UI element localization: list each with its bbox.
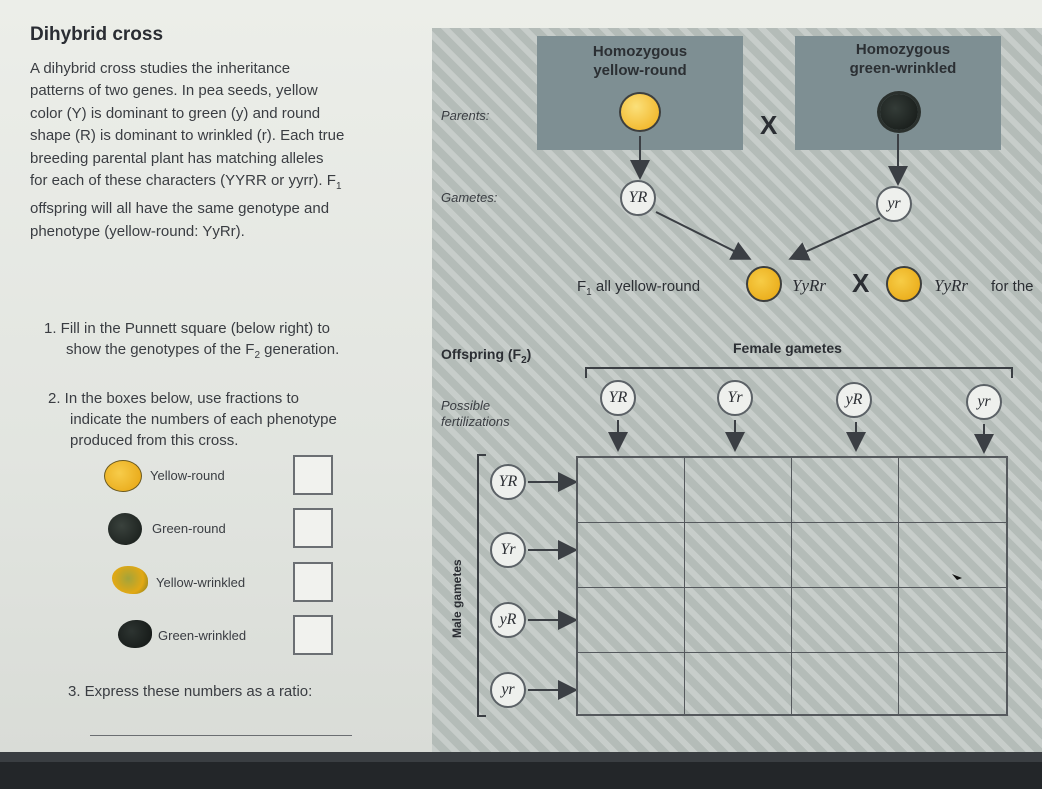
punnett-cell[interactable] <box>792 588 899 653</box>
punnett-cell[interactable] <box>792 523 899 588</box>
intro-line: shape (R) is dominant to wrinkled (r). Each true <box>30 127 345 145</box>
female-gamete-circle: yR <box>836 382 872 418</box>
male-gametes-label: Male gametes <box>450 559 464 638</box>
punnett-cell[interactable] <box>685 653 792 714</box>
gamete-yr-recessive-circle: yr <box>876 186 912 222</box>
punnett-cell[interactable] <box>685 523 792 588</box>
question-2-line: indicate the numbers of each phenotype <box>70 411 337 428</box>
punnett-cell[interactable] <box>792 458 899 523</box>
possible-label: Possible <box>441 398 491 413</box>
fertilizations-label: fertilizations <box>441 414 510 429</box>
f1-right-genotype: YyRr <box>934 276 968 295</box>
offspring-subscript: 2 <box>521 354 527 366</box>
f1-text: F <box>577 278 587 295</box>
offspring-text: ) <box>526 346 532 362</box>
intro-line: phenotype (yellow-round: YyRr). <box>30 222 245 240</box>
question-2-line: produced from this cross. <box>70 432 239 449</box>
page-title: Dihybrid cross <box>30 24 164 45</box>
female-gametes-bracket <box>586 368 1012 378</box>
f1-trailing-text: for the <box>991 278 1034 295</box>
parent-right-title: Homozygous <box>855 41 951 58</box>
punnett-cell[interactable] <box>899 458 1006 523</box>
intro-text: for each of these characters (YYRR or yyrr). F <box>30 172 336 190</box>
intro-subscript: 1 <box>335 181 342 193</box>
male-gametes-bracket <box>478 455 486 716</box>
parents-cross-symbol: X <box>760 110 778 140</box>
f1-cross-symbol: X <box>852 268 870 298</box>
female-gametes-label: Female gametes <box>733 340 842 356</box>
phenotype-label: Green-round <box>152 521 226 536</box>
parents-label: Parents: <box>441 108 490 123</box>
intro-line: color (Y) is dominant to green (y) and round <box>30 104 321 122</box>
punnett-cell[interactable] <box>685 588 792 653</box>
question-text: generation. <box>260 341 340 358</box>
question-3: 3. Express these numbers as a ratio: <box>68 683 313 700</box>
punnett-cell[interactable] <box>578 458 685 523</box>
male-gamete-circle: yr <box>490 672 526 708</box>
punnett-cell[interactable] <box>578 588 685 653</box>
punnett-cell[interactable] <box>899 653 1006 714</box>
f1-subscript: 1 <box>586 287 592 298</box>
punnett-cell[interactable] <box>685 458 792 523</box>
parent-right-subtitle: green-wrinkled <box>849 60 957 77</box>
phenotype-label: Green-wrinkled <box>158 628 247 643</box>
intro-line: A dihybrid cross studies the inheritance <box>30 60 291 77</box>
male-gamete-circle: yR <box>490 602 526 638</box>
f1-left-genotype: YyRr <box>792 276 826 295</box>
punnett-cell[interactable] <box>792 653 899 714</box>
intro-line: patterns of two genes. In pea seeds, yellow <box>30 82 318 100</box>
intro-line: breeding parental plant has matching alleles <box>30 149 324 167</box>
screen-bottom-strip <box>0 752 1042 762</box>
question-1-line: 1. Fill in the Punnett square (below right) to <box>44 320 330 337</box>
f1-text: all yellow-round <box>591 278 701 295</box>
female-gamete-circle: yr <box>966 384 1002 420</box>
intro-line: offspring will all have the same genotype and <box>30 200 330 218</box>
gametes-label: Gametes: <box>441 190 498 205</box>
punnett-cell[interactable] <box>899 588 1006 653</box>
female-gamete-circle: Yr <box>717 380 753 416</box>
female-gamete-circle: YR <box>600 380 636 416</box>
question-text: show the genotypes of the F <box>66 341 255 358</box>
offspring-text: Offspring (F <box>441 346 522 362</box>
gamete-right-arrow <box>792 218 880 258</box>
question-subscript: 2 <box>254 350 261 361</box>
phenotype-label: Yellow-wrinkled <box>156 575 246 590</box>
gamete-left-arrow <box>656 212 748 258</box>
male-gamete-circle: YR <box>490 464 526 500</box>
question-2-line: 2. In the boxes below, use fractions to <box>48 390 299 407</box>
gamete-yr-dominant-circle: YR <box>620 180 656 216</box>
punnett-cell[interactable] <box>899 523 1006 588</box>
parent-left-subtitle: yellow-round <box>593 62 687 79</box>
parent-left-title: Homozygous <box>592 43 688 60</box>
male-gamete-circle: Yr <box>490 532 526 568</box>
punnett-square <box>576 456 1008 716</box>
phenotype-label: Yellow-round <box>150 468 225 483</box>
punnett-cell[interactable] <box>578 523 685 588</box>
punnett-cell[interactable] <box>578 653 685 714</box>
